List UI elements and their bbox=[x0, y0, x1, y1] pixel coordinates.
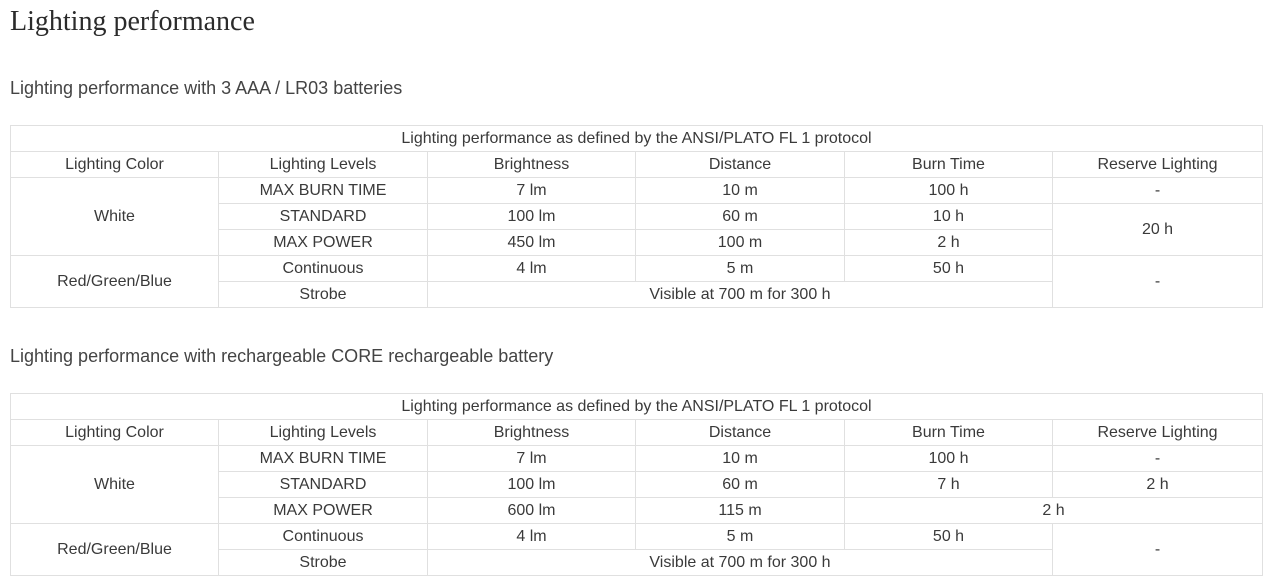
level-cell: Strobe bbox=[219, 550, 428, 576]
color-cell-white: White bbox=[11, 178, 219, 256]
reserve-cell: - bbox=[1053, 524, 1263, 576]
burn-time-cell: 2 h bbox=[845, 230, 1053, 256]
brightness-cell: 7 lm bbox=[428, 446, 636, 472]
burn-time-cell: 7 h bbox=[845, 472, 1053, 498]
color-cell-white: White bbox=[11, 446, 219, 524]
header-distance: Distance bbox=[636, 420, 845, 446]
level-cell: MAX BURN TIME bbox=[219, 446, 428, 472]
table-caption-row bbox=[11, 394, 1263, 420]
burn-time-cell: 100 h bbox=[845, 178, 1053, 204]
reserve-cell: - bbox=[1053, 256, 1263, 308]
section-heading-aaa: Lighting performance with 3 AAA / LR03 batteries bbox=[10, 78, 403, 98]
header-lighting-color: Lighting Color bbox=[11, 152, 219, 178]
reserve-cell: 2 h bbox=[1053, 472, 1263, 498]
distance-cell: 60 m bbox=[636, 472, 845, 498]
header-burn-time: Burn Time bbox=[845, 152, 1053, 178]
header-reserve-lighting: Reserve Lighting bbox=[1053, 420, 1263, 446]
table-row bbox=[11, 178, 1263, 204]
brightness-cell: 100 lm bbox=[428, 472, 636, 498]
strobe-info-cell: Visible at 700 m for 300 h bbox=[428, 550, 1053, 576]
burn-time-cell: 50 h bbox=[845, 256, 1053, 282]
brightness-cell: 450 lm bbox=[428, 230, 636, 256]
level-cell: Continuous bbox=[219, 256, 428, 282]
header-lighting-levels: Lighting Levels bbox=[219, 152, 428, 178]
table-header-row bbox=[11, 152, 1263, 178]
table-caption: Lighting performance as defined by the ANSI/PLATO FL 1 protocol bbox=[11, 394, 1263, 420]
burn-time-cell: 10 h bbox=[845, 204, 1053, 230]
brightness-cell: 4 lm bbox=[428, 256, 636, 282]
burn-time-cell: 100 h bbox=[845, 446, 1053, 472]
table-caption-row bbox=[11, 126, 1263, 152]
table-header-row bbox=[11, 420, 1263, 446]
strobe-info-cell: Visible at 700 m for 300 h bbox=[428, 282, 1053, 308]
performance-table-aaa bbox=[10, 125, 1263, 308]
header-brightness: Brightness bbox=[428, 152, 636, 178]
level-cell: MAX BURN TIME bbox=[219, 178, 428, 204]
color-cell-rgb: Red/Green/Blue bbox=[11, 524, 219, 576]
burn-reserve-cell: 2 h bbox=[845, 498, 1263, 524]
table-row bbox=[11, 446, 1263, 472]
distance-cell: 10 m bbox=[636, 178, 845, 204]
header-brightness: Brightness bbox=[428, 420, 636, 446]
level-cell: STANDARD bbox=[219, 472, 428, 498]
reserve-cell: 20 h bbox=[1053, 204, 1263, 256]
level-cell: Continuous bbox=[219, 524, 428, 550]
header-distance: Distance bbox=[636, 152, 845, 178]
reserve-cell: - bbox=[1053, 178, 1263, 204]
distance-cell: 115 m bbox=[636, 498, 845, 524]
level-cell: MAX POWER bbox=[219, 498, 428, 524]
header-reserve-lighting: Reserve Lighting bbox=[1053, 152, 1263, 178]
level-cell: Strobe bbox=[219, 282, 428, 308]
brightness-cell: 600 lm bbox=[428, 498, 636, 524]
distance-cell: 10 m bbox=[636, 446, 845, 472]
distance-cell: 5 m bbox=[636, 524, 845, 550]
level-cell: STANDARD bbox=[219, 204, 428, 230]
table-caption: Lighting performance as defined by the ANSI/PLATO FL 1 protocol bbox=[11, 126, 1263, 152]
table-row bbox=[11, 524, 1263, 550]
distance-cell: 60 m bbox=[636, 204, 845, 230]
distance-cell: 100 m bbox=[636, 230, 845, 256]
table-row bbox=[11, 256, 1263, 282]
distance-cell: 5 m bbox=[636, 256, 845, 282]
color-cell-rgb: Red/Green/Blue bbox=[11, 256, 219, 308]
brightness-cell: 100 lm bbox=[428, 204, 636, 230]
performance-table-core bbox=[10, 393, 1263, 576]
section-heading-core: Lighting performance with rechargeable CORE rechargeable battery bbox=[10, 346, 554, 366]
burn-time-cell: 50 h bbox=[845, 524, 1053, 550]
brightness-cell: 7 lm bbox=[428, 178, 636, 204]
header-burn-time: Burn Time bbox=[845, 420, 1053, 446]
page-title: Lighting performance bbox=[10, 6, 255, 37]
reserve-cell: - bbox=[1053, 446, 1263, 472]
header-lighting-color: Lighting Color bbox=[11, 420, 219, 446]
brightness-cell: 4 lm bbox=[428, 524, 636, 550]
level-cell: MAX POWER bbox=[219, 230, 428, 256]
header-lighting-levels: Lighting Levels bbox=[219, 420, 428, 446]
